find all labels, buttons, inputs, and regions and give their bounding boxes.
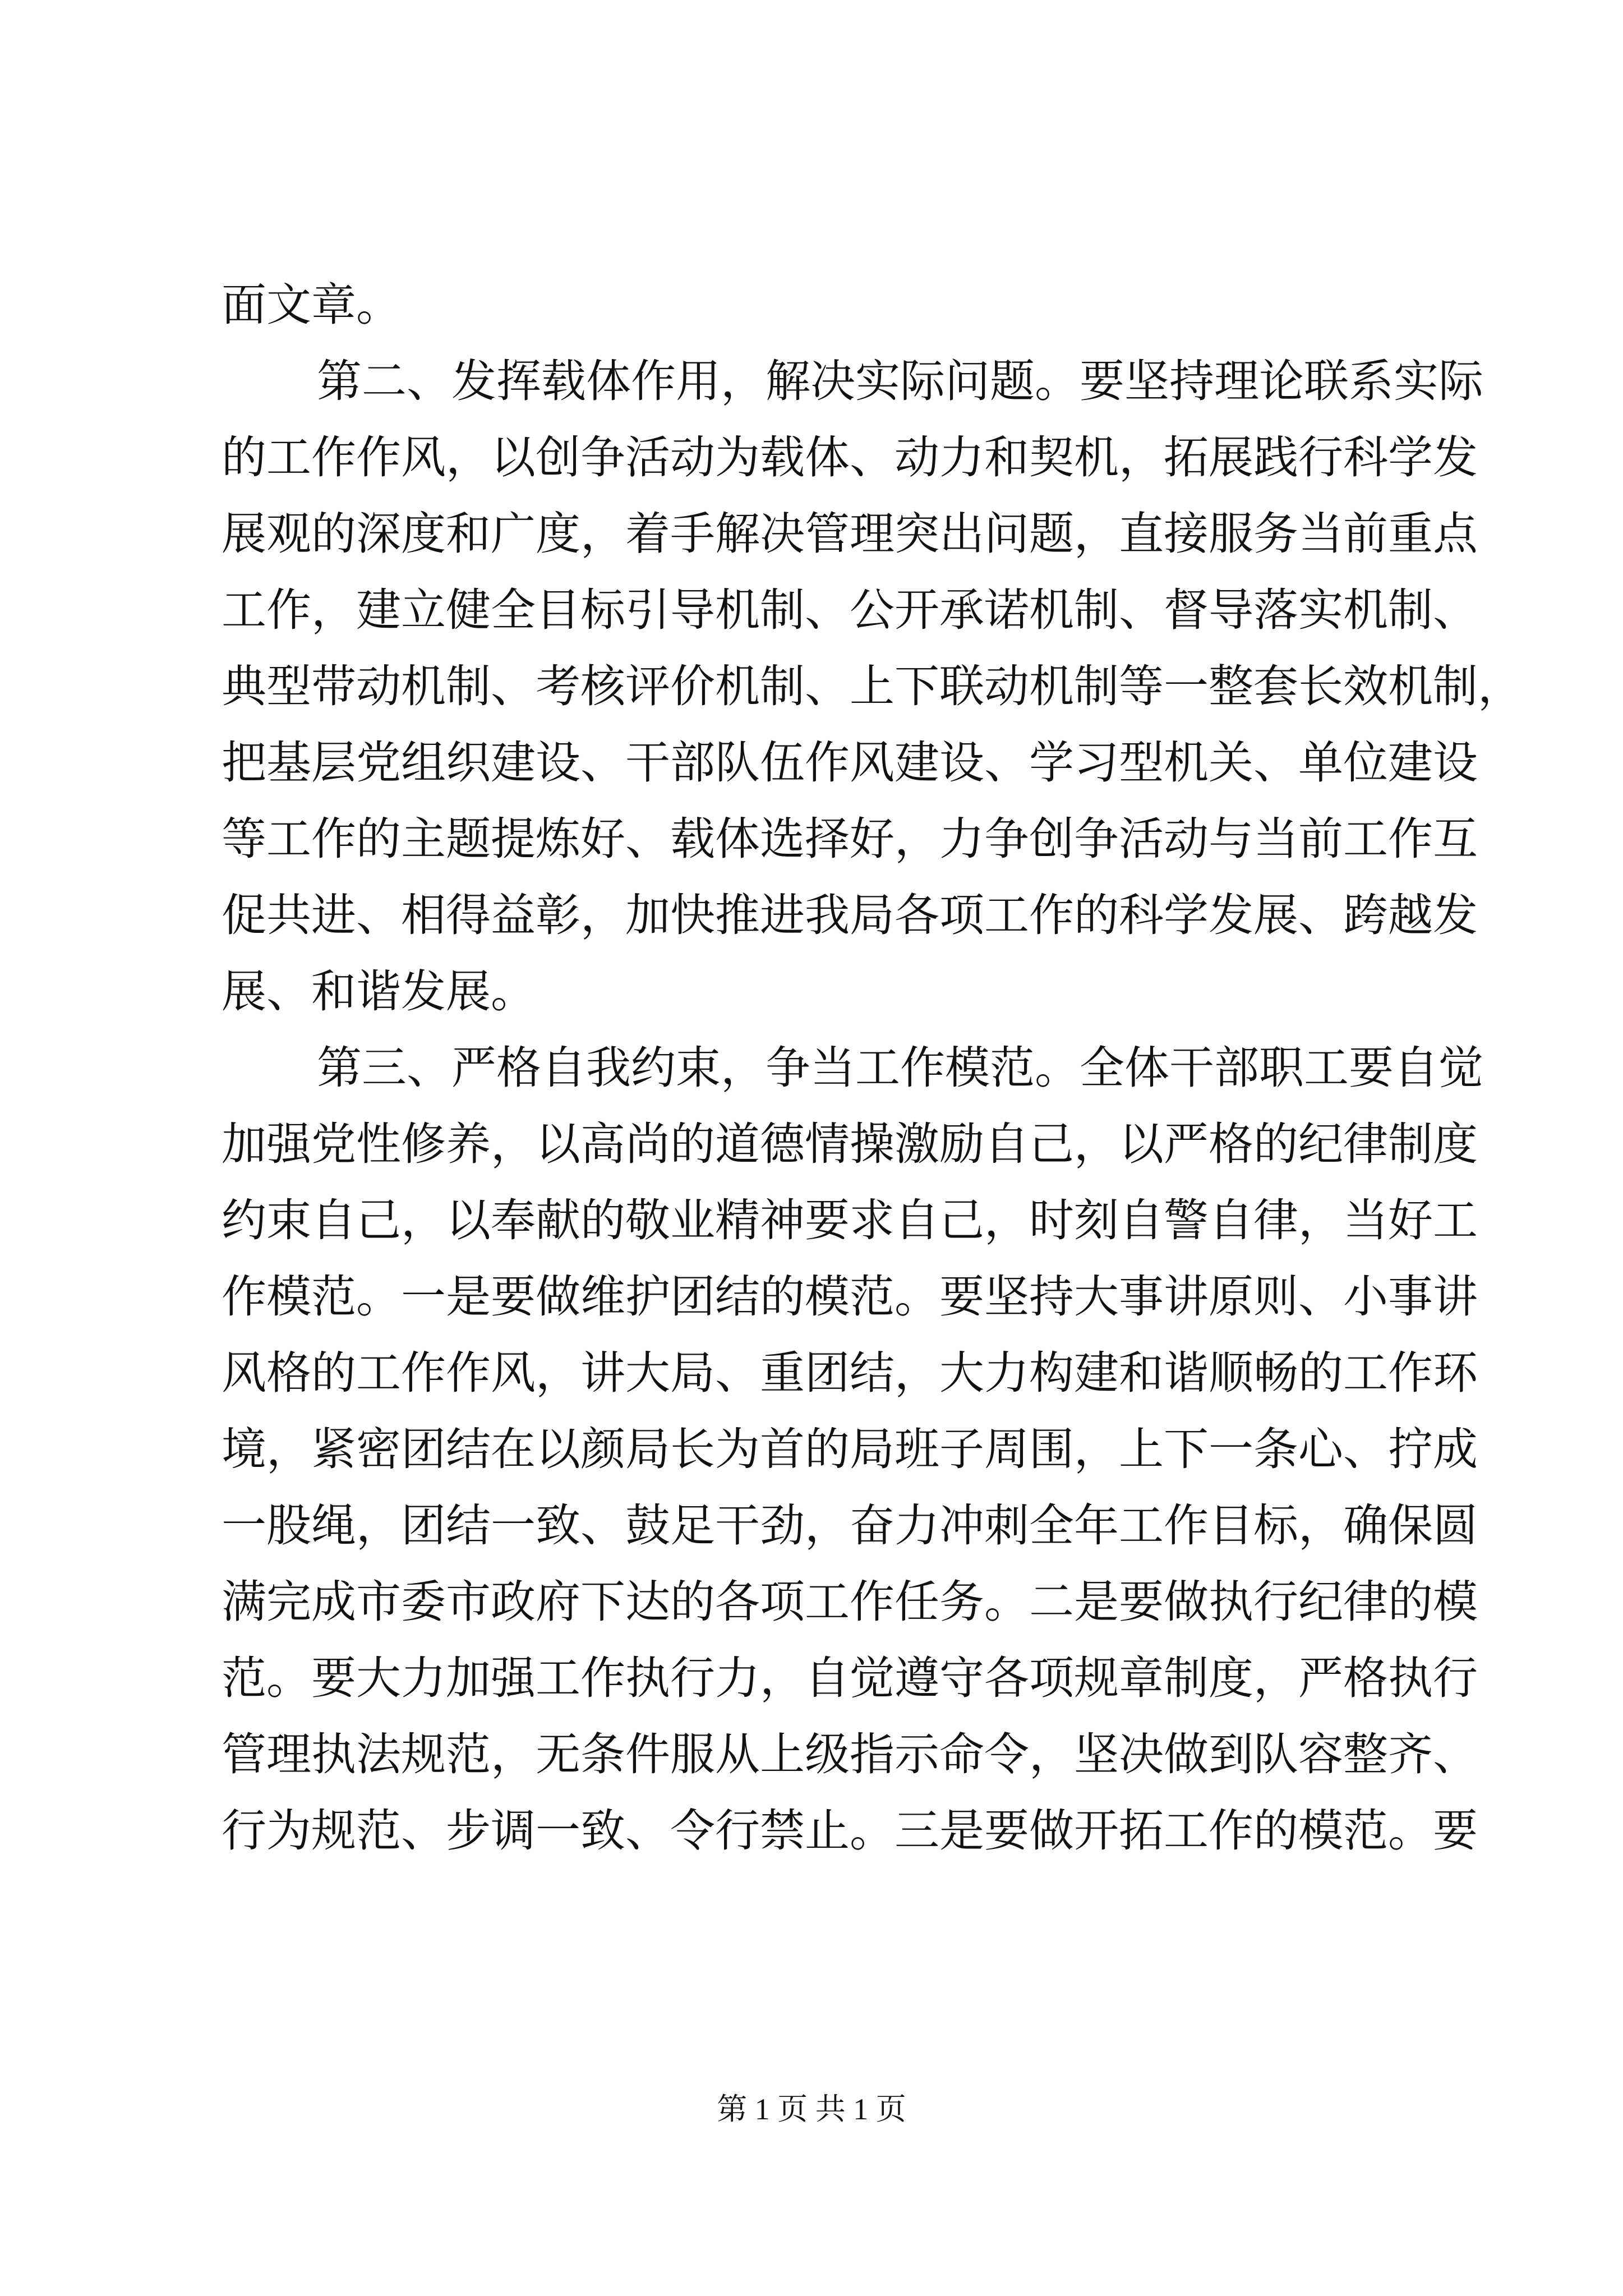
text-line: 展观的深度和广度，着手解决管理突出问题，直接服务当前重点 — [222, 508, 1478, 560]
text-line: 一股绳，团结一致、鼓足干劲，奋力冲刺全年工作目标，确保圆 — [222, 1499, 1478, 1552]
page-number: 第 1 页 共 1 页 — [717, 2092, 906, 2126]
text-line: 把基层党组织建设、干部队伍作风建设、学习型机关、单位建设 — [222, 737, 1478, 789]
text-line: 管理执法规范，无条件服从上级指示命令，坚决做到队容整齐、 — [222, 1728, 1478, 1780]
page-footer — [0, 2087, 1623, 2132]
text-line: 工作，建立健全目标引导机制、公开承诺机制、督导落实机制、 — [222, 584, 1478, 636]
text-line: 促共进、相得益彰，加快推进我局各项工作的科学发展、跨越发 — [222, 889, 1478, 941]
document-body — [222, 267, 1523, 1869]
text-line: 的工作作风，以创争活动为载体、动力和契机，拓展践行科学发 — [222, 431, 1478, 484]
text-line: 满完成市委市政府下达的各项工作任务。二是要做执行纪律的模 — [222, 1576, 1478, 1628]
text-line: 加强党性修养，以高尚的道德情操激励自己，以严格的纪律制度 — [222, 1118, 1478, 1170]
text-line: 行为规范、步调一致、令行禁止。三是要做开拓工作的模范。要 — [222, 1805, 1478, 1857]
text-line: 面文章。 — [222, 279, 401, 331]
text-line: 典型带动机制、考核评价机制、上下联动机制等一整套长效机制， — [222, 660, 1523, 712]
text-line: 等工作的主题提炼好、载体选择好，力争创争活动与当前工作互 — [222, 813, 1478, 865]
text-line: 风格的工作作风，讲大局、重团结，大力构建和谐顺畅的工作环 — [222, 1347, 1478, 1399]
paragraph-heading-line: 第二、发挥载体作用，解决实际问题。要坚持理论联系实际 — [317, 355, 1483, 407]
text-line: 约束自己，以奉献的敬业精神要求自己，时刻自警自律，当好工 — [222, 1194, 1478, 1246]
text-line: 展、和谐发展。 — [222, 965, 536, 1018]
text-line: 境，紧密团结在以颜局长为首的局班子周围，上下一条心、拧成 — [222, 1423, 1478, 1475]
text-line: 作模范。一是要做维护团结的模范。要坚持大事讲原则、小事讲 — [222, 1271, 1478, 1323]
text-line: 范。要大力加强工作执行力，自觉遵守各项规章制度，严格执行 — [222, 1652, 1478, 1704]
paragraph-heading-line: 第三、严格自我约束，争当工作模范。全体干部职工要自觉 — [317, 1042, 1483, 1094]
